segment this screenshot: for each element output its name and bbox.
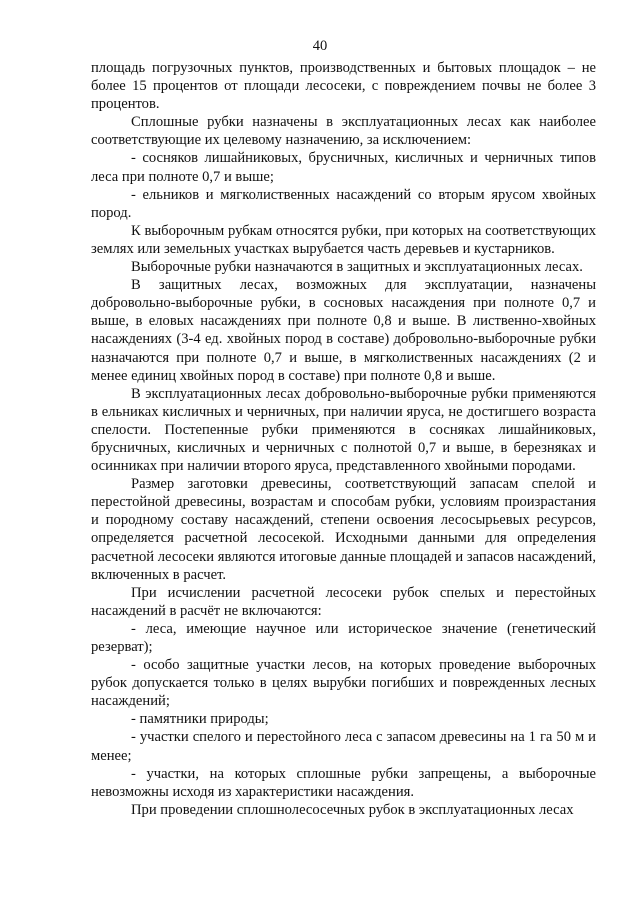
paragraph: В эксплуатационных лесах добровольно-выборочные рубки применяются в ельниках кисличных и черничных, при наличии яруса, не достигшего возраста спелости. Постепенные рубки применяются в сосняках лишайниковых, брусничных, кисличных и черничных с полнотой 0,7 и выше, в березняках и осинниках при наличии второго яруса, представленного хвойными породами. xyxy=(91,385,596,475)
paragraph: Размер заготовки древесины, соответствующий запасам спелой и перестойной древесины, возрастам и способам рубки, условиям произрастания и породному составу насаждений, степени освоения лесосырьевых ресурсов, определяется расчетной лесосекой. Исходными данными для определения расчетной лесосеки являются итоговые данные площадей и запасов насаждений, включенных в расчет. xyxy=(91,476,596,583)
list-item: - памятники природы; xyxy=(131,711,269,728)
paragraph: площадь погрузочных пунктов, производственных и бытовых площадок – не более 15 процентов от площади лесосеки, с повреждением почвы не более 3 процентов. xyxy=(91,60,596,113)
paragraph: К выборочным рубкам относятся рубки, при которых на соответствующих землях или земельных участках вырубается часть деревьев и кустарников. xyxy=(91,222,596,257)
list-item: - участки, на которых сплошные рубки запрещены, а выборочные невозможны исходя из характеристики насаждения. xyxy=(91,765,596,800)
document-body xyxy=(91,59,596,819)
paragraph: Выборочные рубки назначаются в защитных и эксплуатационных лесах. xyxy=(131,259,583,276)
list-item: - особо защитные участки лесов, на которых проведение выборочных рубок допускается только в целях вырубки погибших и поврежденных лесных насаждений; xyxy=(91,657,596,710)
paragraph: Сплошные рубки назначены в эксплуатационных лесах как наиболее соответствующие их целевому назначению, за исключением: xyxy=(91,114,596,149)
list-item: - сосняков лишайниковых, брусничных, кисличных и черничных типов леса при полноте 0,7 и выше; xyxy=(91,150,596,185)
list-item: - леса, имеющие научное или историческое значение (генетический резерват); xyxy=(91,620,596,655)
paragraph: При проведении сплошнолесосечных рубок в эксплуатационных лесах xyxy=(131,801,574,818)
list-item: - ельников и мягколиственных насаждений со вторым ярусом хвойных пород. xyxy=(91,186,596,221)
list-item: - участки спелого и перестойного леса с запасом древесины на 1 га 50 м и менее; xyxy=(91,729,596,764)
page-number: 40 xyxy=(312,38,328,54)
paragraph: В защитных лесах, возможных для эксплуатации, назначены добровольно-выборочные рубки, в сосновых насаждения при полноте 0,7 и выше, в еловых насаждениях при полноте 0,8 и выше. В лиственно-хвойных насаждениях (3-4 ед. хвойных пород в составе) добровольно-выборочные рубки назначаются при полноте 0,7 и выше, в мягколиственных насаждениях (2 и менее единиц хвойных пород в составе) при полноте 0,8 и выше. xyxy=(91,277,596,384)
paragraph: При исчислении расчетной лесосеки рубок спелых и перестойных насаждений в расчёт не включаются: xyxy=(91,584,596,619)
